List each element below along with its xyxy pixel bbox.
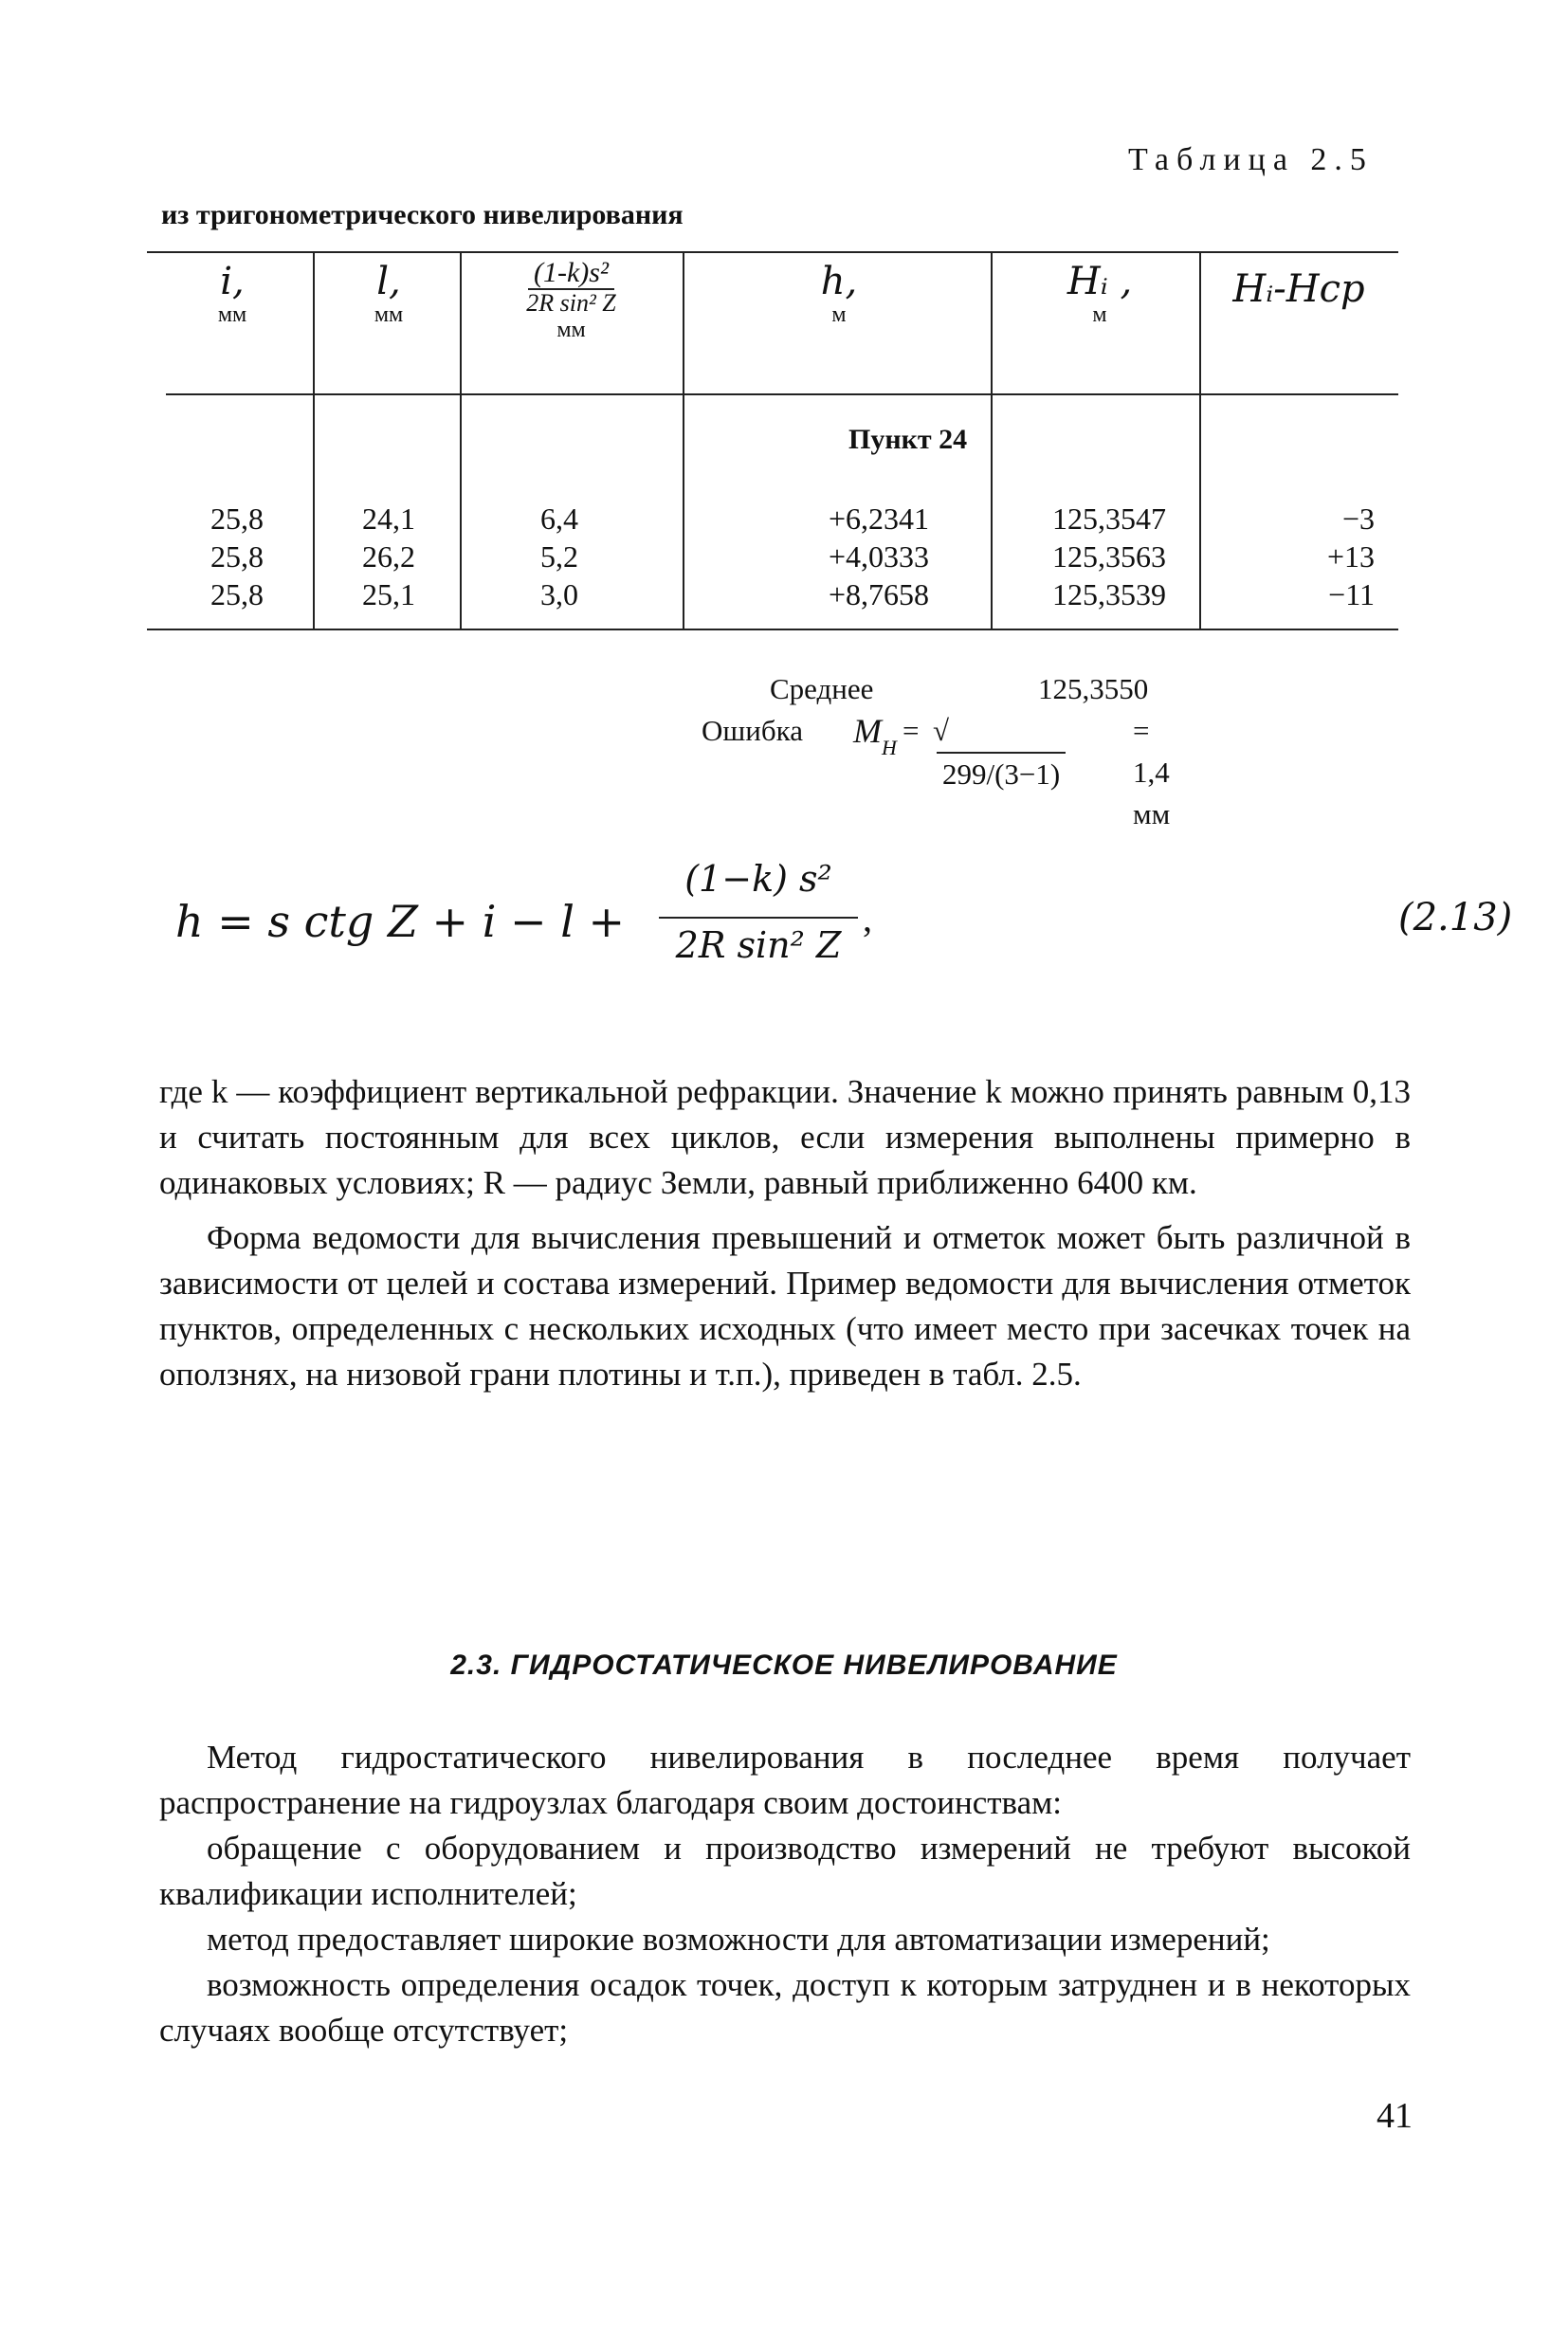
- body-text-upper: [159, 1069, 1411, 1397]
- cell-diff: −11: [1328, 577, 1375, 611]
- header-l: l, мм: [374, 260, 404, 327]
- cell-l: 24,1: [362, 501, 415, 536]
- cell-H: 125,3563: [1052, 539, 1166, 574]
- column-l: [337, 500, 441, 613]
- formula-lhs: h = s ctg Z + i − l +: [175, 896, 626, 947]
- cell-h: +6,2341: [828, 501, 929, 536]
- header-diff: Hᵢ-Hср: [1232, 267, 1365, 311]
- header-refraction: (1-k)s² 2R sin² Z мм: [526, 257, 616, 342]
- table-col-divider: [460, 251, 462, 630]
- table-header-rule: [166, 393, 1398, 395]
- paragraph: обращение с оборудованием и производство измерений не требуют высокой квалификации исполнителей;: [159, 1830, 1411, 1912]
- formula-denominator: 2R sin² Z: [675, 924, 842, 966]
- paragraph: возможность определения осадок точек, доступ к которым затруднен и в некоторых случаях вообще отсутствует;: [159, 1966, 1411, 2049]
- error-root: √299/(3−1): [933, 710, 1066, 795]
- column-refraction: [507, 500, 611, 613]
- page-number: 41: [1377, 2096, 1413, 2136]
- table-col-divider: [313, 251, 315, 630]
- paragraph: Метод гидростатического нивелирования в последнее время получает распространение на гидроузлах благодаря своим достоинствам:: [159, 1739, 1411, 1821]
- header-h: h, м: [820, 260, 858, 327]
- formula-comma: ,: [863, 897, 872, 939]
- table-col-divider: [683, 251, 684, 630]
- error-symbol: M: [853, 712, 882, 750]
- cell-i: 25,8: [210, 577, 264, 611]
- cell-diff: +13: [1326, 539, 1375, 574]
- cell-h: +8,7658: [828, 577, 929, 611]
- error-sqrt: 299/(3−1): [937, 752, 1066, 795]
- cell-h: +4,0333: [828, 539, 929, 574]
- header-H: Hᵢ , м: [1067, 260, 1133, 327]
- cell-l: 26,2: [362, 539, 415, 574]
- cell-diff: −3: [1341, 501, 1375, 536]
- table-bottom-rule: [147, 629, 1398, 630]
- data-table: [147, 251, 1398, 630]
- mean-label: Среднее: [770, 672, 874, 705]
- cell-l: 25,1: [362, 577, 415, 611]
- formula-numerator: (1−k) s²: [684, 858, 832, 900]
- cell-i: 25,8: [210, 501, 264, 536]
- formula-number: (2.13): [1398, 896, 1513, 939]
- column-i: [185, 500, 289, 613]
- body-text-lower: [159, 1735, 1411, 2053]
- point-label: Пункт 24: [848, 424, 968, 455]
- cell-refraction: 5,2: [540, 539, 578, 574]
- table-col-divider: [991, 251, 993, 630]
- table-top-rule: [147, 251, 1398, 253]
- table-label: Таблица 2.5: [1128, 142, 1374, 177]
- cell-H: 125,3547: [1052, 501, 1166, 536]
- cell-i: 25,8: [210, 539, 264, 574]
- paragraph: где k — коэффициент вертикальной рефракции. Значение k можно принять равным 0,13 и считать постоянным для всех циклов, если измерения выполнены примерно в одинаковых условиях; R — радиус Земли, равный приближенно 6400 км.: [159, 1073, 1411, 1201]
- cell-refraction: 6,4: [540, 501, 578, 536]
- formula-fraction-bar: [659, 917, 858, 919]
- column-diff: [1247, 500, 1375, 613]
- column-h: [754, 500, 929, 613]
- cell-refraction: 3,0: [540, 577, 578, 611]
- error-label: Ошибка: [702, 714, 803, 747]
- mean-value: 125,3550: [1038, 672, 1149, 705]
- table-caption: из тригонометрического нивелирования: [161, 199, 684, 230]
- table-col-divider: [1199, 251, 1201, 630]
- cell-H: 125,3539: [1052, 577, 1166, 611]
- formula-2-13: [175, 858, 1513, 991]
- section-heading: 2.3. ГИДРОСТАТИЧЕСКОЕ НИВЕЛИРОВАНИЕ: [450, 1650, 1118, 1681]
- paragraph: Форма ведомости для вычисления превышений и отметок может быть различной в зависимости от целей и состава измерений. Пример ведомости для вычисления отметок пунктов, определенных с нескольких исходных (что имеет место при засечках точек на оползнях, на низовой грани плотины и т.п.), приведен в табл. 2.5.: [159, 1219, 1411, 1393]
- error-result: = 1,4 мм: [1133, 714, 1171, 830]
- column-H: [1000, 500, 1166, 613]
- paragraph: метод предоставляет широкие возможности для автоматизации измерений;: [207, 1921, 1270, 1958]
- error-subscript: H: [882, 736, 897, 759]
- error-equals: =: [903, 714, 920, 747]
- header-i: i, мм: [217, 260, 247, 327]
